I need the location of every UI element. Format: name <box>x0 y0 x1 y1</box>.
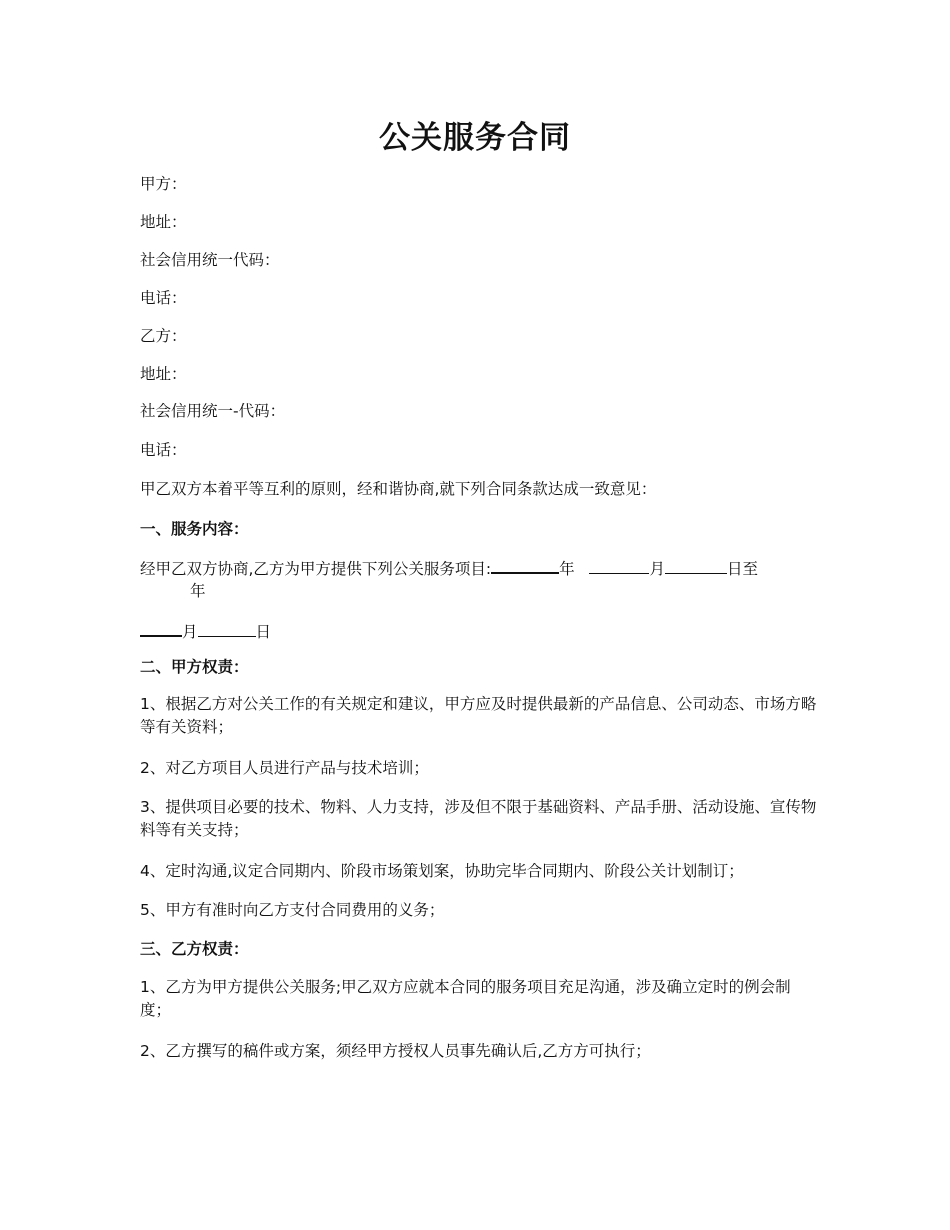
service-period-end-line <box>140 619 820 644</box>
preamble: 甲乙双方本着平等互利的原则，经和谐协商,就下列合同条款达成一致意见： <box>140 480 657 498</box>
party-b-phone-label: 电话： <box>140 441 187 459</box>
day-blank-1[interactable] <box>665 557 727 574</box>
month-label-1: 月 <box>649 560 665 578</box>
service-period-text: 经甲乙双方协商,乙方为甲方提供下列公关服务项目: <box>140 560 492 578</box>
party-a-name-label: 甲方： <box>140 175 187 193</box>
section2-item-4: 4、定时沟通,议定合同期内、阶段市场策划案，协助完毕合同期内、阶段公关计划制订； <box>140 862 744 880</box>
month-label-2: 月 <box>182 623 198 641</box>
day-blank-2[interactable] <box>198 620 256 637</box>
document-title: 公关服务合同 <box>379 120 571 156</box>
section1-heading: 一、服务内容： <box>140 520 249 538</box>
section3-heading: 三、乙方权责： <box>140 940 249 958</box>
year-label-1: 年 <box>559 560 575 578</box>
section2-heading: 二、甲方权责： <box>140 658 249 676</box>
section3-item-2: 2、乙方撰写的稿件或方案，须经甲方授权人员事先确认后,乙方方可执行； <box>140 1042 651 1060</box>
day-to-label: 日至 <box>726 560 758 578</box>
year-label-2: 年 <box>190 582 206 600</box>
day-label-2: 日 <box>255 623 272 641</box>
section2-item-2: 2、对乙方项目人员进行产品与技术培训； <box>140 759 429 777</box>
section2-item-1: 1、根据乙方对公关工作的有关规定和建议，甲方应及时提供最新的产品信息、公司动态、市场方略等有关资料； <box>140 695 817 736</box>
party-b-name-label: 乙方： <box>140 327 187 345</box>
party-a-credit-code-label: 社会信用统一代码： <box>140 251 280 269</box>
year-blank-1[interactable] <box>491 556 559 574</box>
party-b-credit-code-label: 社会信用统一-代码： <box>140 402 286 420</box>
section2-item-3: 3、提供项目必要的技术、物料、人力支持，涉及但不限于基础资料、产品手册、活动设施、宣传物料等有关支持； <box>140 798 817 839</box>
section2-item-5: 5、甲方有准时向乙方支付合同费用的义务； <box>140 901 445 919</box>
party-a-phone-label: 电话： <box>140 289 187 307</box>
month-blank-1[interactable] <box>589 557 649 574</box>
month-blank-2-lead[interactable] <box>140 619 182 637</box>
party-b-address-label: 地址： <box>140 365 187 383</box>
service-period-line <box>140 556 820 581</box>
section3-item-1: 1、乙方为甲方提供公关服务;甲乙双方应就本合同的服务项目充足沟通，涉及确立定时的例会制度； <box>140 978 791 1019</box>
party-a-address-label: 地址： <box>140 213 187 231</box>
